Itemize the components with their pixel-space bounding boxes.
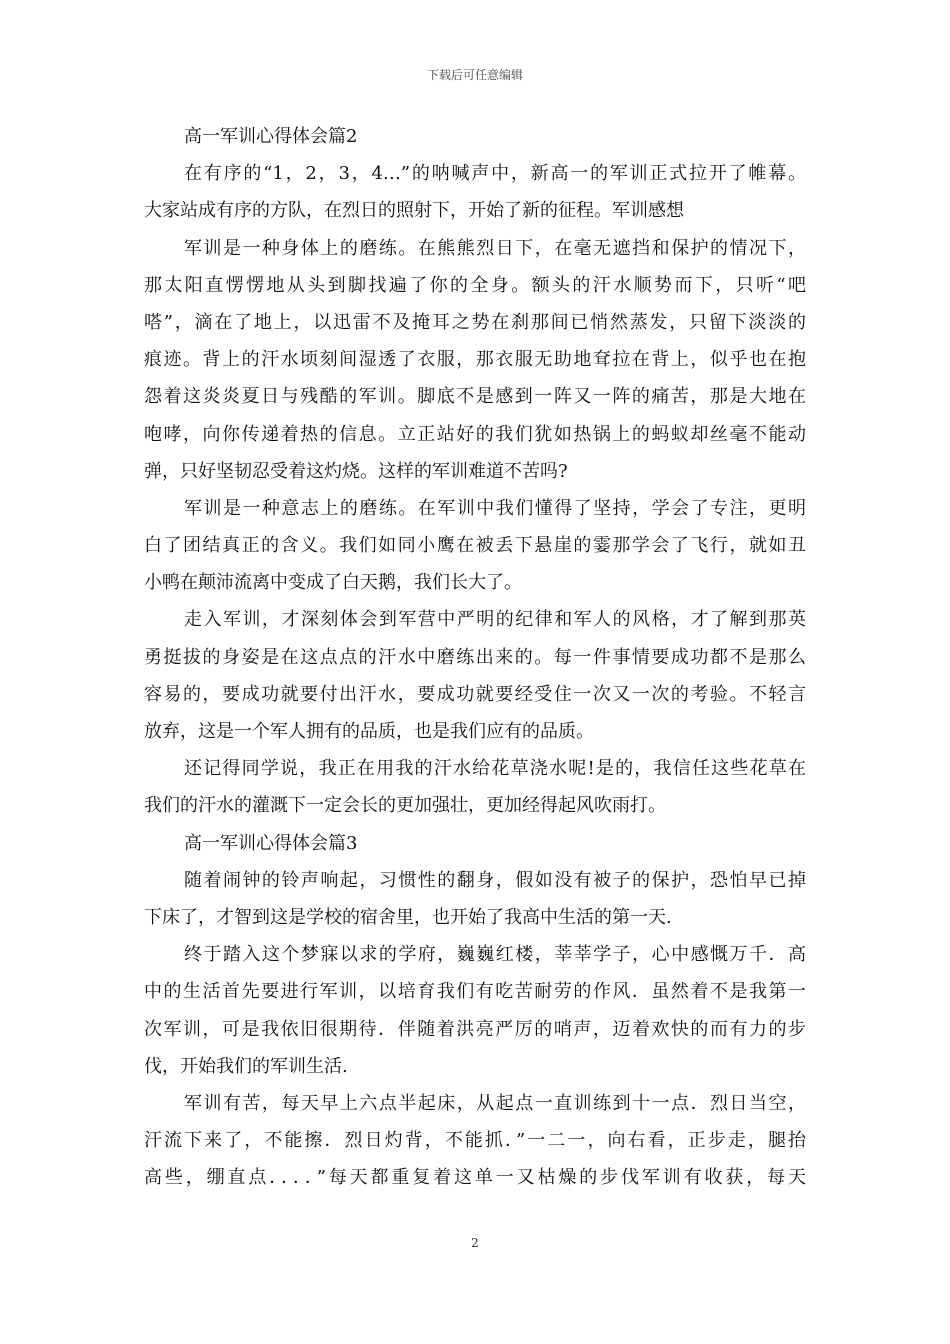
paragraph-line: 伐，开始我们的军训生活. <box>144 1055 348 1077</box>
paragraph-line: 放弃，这是一个军人拥有的品质，也是我们应有的品质。 <box>144 721 594 742</box>
paragraph-line: 高些，绷直点．．．．”每天都重复着这单一又枯燥的步伐军训有收获，每天 <box>144 1167 806 1189</box>
paragraph-line: 终于踏入这个梦寐以求的学府，巍巍红楼，莘莘学子，心中感慨万千．高 <box>184 944 806 966</box>
paragraph-line: 痕迹。背上的汗水顷刻间湿透了衣服，那衣服无助地耷拉在背上，似乎也在抱 <box>144 349 806 371</box>
paragraph-line: 小鸭在颠沛流离中变成了白天鹅，我们长大了。 <box>144 572 522 594</box>
paragraph-line: 走入军训，才深刻体会到军营中严明的纪律和军人的风格，才了解到那英 <box>184 609 806 631</box>
paragraph-line: 大家站成有序的方队，在烈日的照射下，开始了新的征程。军训感想 <box>144 200 684 222</box>
paragraph-line: 下床了，才智到这是学校的宿舍里，也开始了我高中生活的第一天. <box>144 906 672 928</box>
paragraph-line: 白了团结真正的含义。我们如同小鹰在被丢下悬崖的霎那学会了飞行，就如丑 <box>144 535 806 557</box>
section-heading-2: 高一军训心得体会篇2 <box>184 126 358 147</box>
paragraph-line: 军训是一种意志上的磨练。在军训中我们懂得了坚持，学会了专注，更明 <box>184 497 806 519</box>
paragraph-line: 咆哮，向你传递着热的信息。立正站好的我们犹如热锅上的蚂蚁却丝毫不能动 <box>144 423 806 445</box>
paragraph-line: 军训是一种身体上的磨练。在熊熊烈日下，在毫无遮挡和保护的情况下， <box>184 237 806 259</box>
section-heading-3: 高一军训心得体会篇3 <box>184 832 358 854</box>
paragraph-line: 勇挺拔的身姿是在这点点的汗水中磨练出来的。每一件事情要成功都不是那么 <box>144 646 806 668</box>
paragraph-line: 随着闹钟的铃声响起，习惯性的翻身，假如没有被子的保护，恐怕早已掉 <box>184 869 806 891</box>
page-header: 下载后可任意编辑 <box>426 68 523 82</box>
page-number: 2 <box>471 1236 479 1250</box>
paragraph-line: 那太阳直愣愣地从头到脚找遍了你的全身。额头的汗水顺势而下，只听“吧 <box>144 274 806 296</box>
paragraph-line: 在有序的“1，2，3，4…”的呐喊声中，新高一的军训正式拉开了帷幕。 <box>184 163 806 185</box>
document-body <box>144 118 806 1196</box>
paragraph-line: 怨着这炎炎夏日与残酷的军训。脚底不是感到一阵又一阵的痛苦，那是大地在 <box>144 386 806 408</box>
paragraph-line: 还记得同学说，我正在用我的汗水给花草浇水呢!是的，我信任这些花草在 <box>184 758 806 780</box>
paragraph-line: 容易的，要成功就要付出汗水，要成功就要经受住一次又一次的考验。不轻言 <box>144 683 806 705</box>
paragraph-line: 军训有苦，每天早上六点半起床，从起点一直训练到十一点．烈日当空， <box>184 1092 806 1114</box>
paragraph-line: 嗒”，滴在了地上，以迅雷不及掩耳之势在刹那间已悄然蒸发，只留下淡淡的 <box>144 311 806 333</box>
paragraph-line: 弹，只好坚韧忍受着这灼烧。这样的军训难道不苦吗? <box>144 460 568 482</box>
paragraph-line: 汗流下来了，不能擦．烈日灼背，不能抓．”一二一，向右看，正步走，腿抬 <box>144 1130 806 1152</box>
paragraph-line: 我们的汗水的灌溉下一定会长的更加强壮，更加经得起风吹雨打。 <box>144 795 666 817</box>
paragraph-line: 次军训，可是我依旧很期待．伴随着洪亮严厉的哨声，迈着欢快的而有力的步 <box>144 1018 806 1040</box>
paragraph-line: 中的生活首先要进行军训，以培育我们有吃苦耐劳的作风．虽然着不是我第一 <box>144 981 806 1003</box>
